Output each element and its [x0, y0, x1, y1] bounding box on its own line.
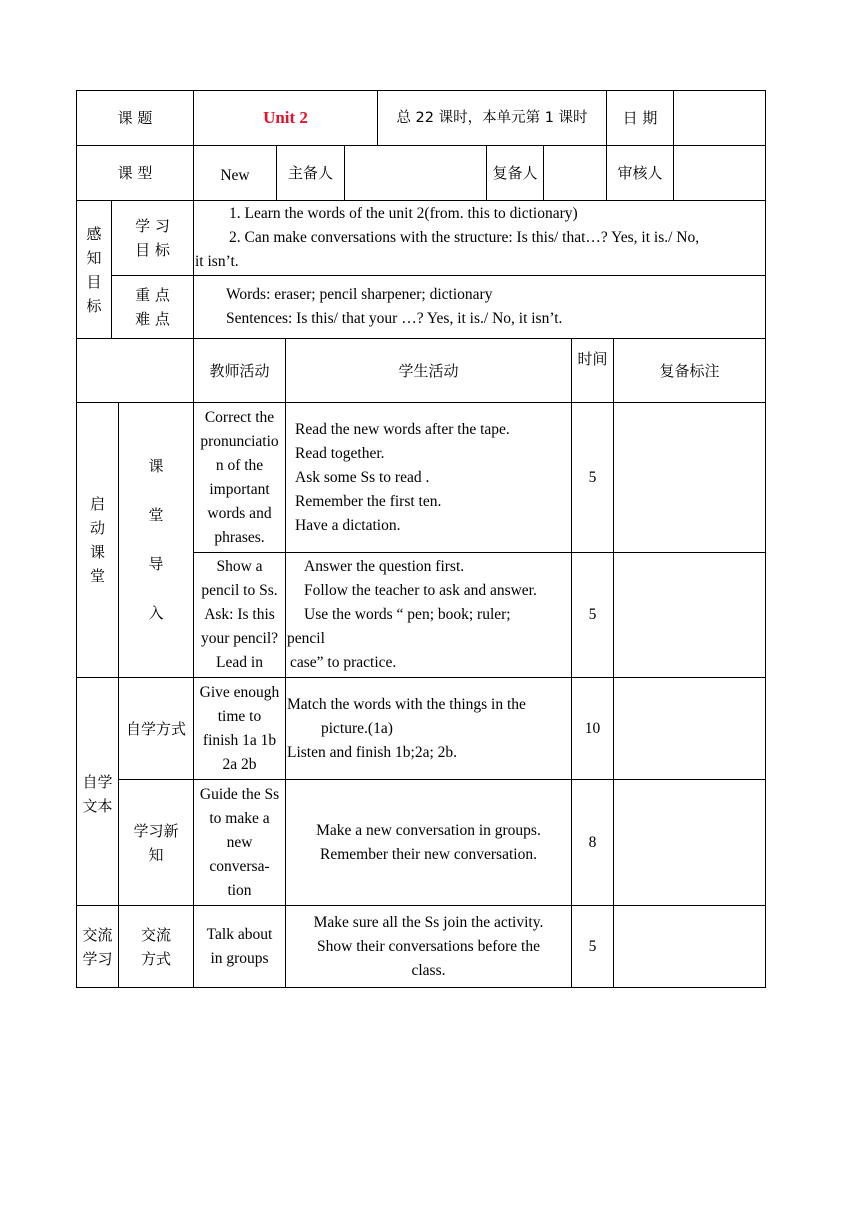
topic-label: 课 题 [76, 90, 194, 146]
self-study-row1-time: 10 [571, 677, 614, 780]
student-activity-header: 学生活动 [285, 338, 572, 403]
teacher-line: Guide the Ss [199, 785, 280, 803]
topic-value-cell [193, 90, 378, 146]
teacher-line: 2a 2b [222, 755, 257, 773]
start-row1-notes [613, 402, 766, 553]
self-study-row1-teacher [193, 677, 286, 780]
teacher-line: Talk about [206, 925, 273, 943]
teacher-line: tion [227, 881, 252, 899]
student-line: Ask some Ss to read . [295, 468, 430, 486]
start-row1-student [285, 402, 572, 553]
start-row2-notes [613, 552, 766, 678]
self-study-label-line: 自学 [82, 772, 113, 791]
start-row2-student [285, 552, 572, 678]
student-line: Answer the question first. [304, 558, 465, 575]
goals-label [111, 200, 194, 276]
reviewer-value [673, 145, 766, 201]
student-line: Have a dictation. [295, 516, 401, 534]
student-line: class. [411, 961, 446, 979]
student-line: Make a new conversation in groups. [316, 821, 541, 839]
preparer-value [344, 145, 487, 201]
goals-label-line: 学 习 [135, 217, 170, 235]
teacher-line: Correct the [204, 408, 275, 426]
student-line: Listen and finish 1b;2a; 2b. [287, 743, 458, 761]
new-knowledge-label [118, 779, 194, 906]
student-line: Read the new words after the tape. [295, 420, 510, 438]
topic-value: Unit 2 [263, 108, 308, 127]
hours-text: 总 22 课时，本单元第 1 课时 [377, 90, 607, 146]
co-preparer-label: 复备人 [486, 145, 544, 201]
student-line: Match the words with the things in the [287, 695, 526, 713]
student-line: picture.(1a) [321, 719, 393, 737]
goals-text [193, 200, 766, 276]
key-label-line: 难 点 [135, 310, 170, 328]
co-preparer-value [543, 145, 607, 201]
student-line: Use the words “ pen; book; ruler; [304, 606, 511, 623]
teacher-line: Give enough [199, 683, 280, 701]
exchange-notes [613, 905, 766, 988]
type-value: New [193, 145, 277, 201]
self-study-row1-student [285, 677, 572, 780]
key-points-text [193, 275, 766, 339]
exchange-student [285, 905, 572, 988]
start-section-label [76, 402, 119, 678]
goals-label-line: 目 标 [135, 241, 170, 259]
start-label-char: 课 [89, 543, 105, 561]
teacher-line: your pencil? [200, 630, 279, 647]
student-line: case” to practice. [290, 654, 397, 671]
self-study-row2-time: 8 [571, 779, 614, 906]
start-sub-char: 课 [148, 457, 164, 475]
perception-label-char: 标 [86, 296, 102, 315]
perception-label-char: 目 [86, 272, 102, 291]
exchange-method-line: 方式 [140, 949, 171, 968]
teacher-line: important [209, 480, 270, 498]
perception-label [76, 200, 112, 339]
goal-line: 1. Learn the words of the unit 2(from. this to dictionary) [229, 205, 578, 222]
exchange-method-label [118, 905, 194, 988]
date-label: 日 期 [606, 90, 674, 146]
teacher-line: time to [217, 707, 262, 725]
date-value [673, 90, 766, 146]
self-study-row2-student [285, 779, 572, 906]
exchange-label [76, 905, 119, 988]
self-study-row1-notes [613, 677, 766, 780]
teacher-line: Show a [216, 558, 263, 575]
student-line: Make sure all the Ss join the activity. [313, 913, 544, 931]
self-study-label-line: 文本 [82, 796, 113, 815]
key-points-label [111, 275, 194, 339]
goal-line: 2. Can make conversations with the structure: Is this/ that…? Yes, it is./ No, [229, 229, 700, 246]
teacher-line: finish 1a 1b [202, 731, 277, 749]
perception-label-char: 知 [86, 248, 102, 267]
start-sub-char: 入 [148, 604, 164, 622]
column-header-blank [76, 338, 194, 403]
start-label-char: 堂 [89, 567, 105, 585]
preparer-label: 主备人 [276, 145, 345, 201]
teacher-line: phrases. [214, 528, 265, 546]
start-label-char: 启 [89, 495, 105, 513]
teacher-line: Ask: Is this [204, 606, 275, 623]
exchange-time: 5 [571, 905, 614, 988]
lesson-plan-table [76, 90, 766, 988]
student-line: Show their conversations before the [317, 937, 540, 955]
teacher-line: words and [207, 504, 272, 522]
exchange-label-line: 交流 [82, 925, 113, 944]
new-knowledge-line: 学习新 [133, 821, 179, 840]
student-line: Remember their new conversation. [320, 845, 537, 863]
teacher-activity-header: 教师活动 [193, 338, 286, 403]
start-row2-teacher [193, 552, 286, 678]
teacher-line: pronunciatio [200, 432, 279, 450]
start-sub-char: 导 [148, 555, 164, 573]
start-label-char: 动 [89, 519, 105, 537]
time-header: 时间 [571, 338, 614, 403]
teacher-line: n of the [215, 456, 264, 474]
teacher-line: pencil to Ss. [201, 582, 278, 599]
exchange-method-line: 交流 [140, 925, 171, 944]
start-row2-time: 5 [571, 552, 614, 678]
start-sub-char: 堂 [148, 506, 164, 524]
student-line: Remember the first ten. [295, 492, 442, 510]
start-row1-teacher [193, 402, 286, 553]
perception-label-char: 感 [86, 224, 102, 243]
new-knowledge-line: 知 [148, 845, 164, 864]
reviewer-label: 审核人 [606, 145, 674, 201]
self-study-method-label: 自学方式 [118, 677, 194, 780]
start-sub-label [118, 402, 194, 678]
teacher-line: Lead in [216, 654, 263, 671]
teacher-line: conversa- [209, 857, 270, 875]
teacher-line: in groups [210, 949, 269, 967]
goal-line: it isn’t. [195, 253, 239, 270]
type-label: 课 型 [76, 145, 194, 201]
exchange-teacher [193, 905, 286, 988]
key-point-line: Words: eraser; pencil sharpener; dictionary [226, 286, 493, 303]
student-line: Follow the teacher to ask and answer. [304, 582, 537, 599]
key-point-line: Sentences: Is this/ that your …? Yes, it is./ No, it isn’t. [226, 310, 563, 327]
teacher-line: new [226, 833, 253, 851]
key-label-line: 重 点 [135, 286, 170, 304]
teacher-line: to make a [209, 809, 270, 827]
self-study-row2-notes [613, 779, 766, 906]
self-study-label [76, 677, 119, 906]
notes-header: 复备标注 [613, 338, 766, 403]
student-line: Read together. [295, 444, 385, 462]
start-row1-time: 5 [571, 402, 614, 553]
student-line: pencil [287, 630, 325, 647]
exchange-label-line: 学习 [82, 949, 113, 968]
self-study-row2-teacher [193, 779, 286, 906]
